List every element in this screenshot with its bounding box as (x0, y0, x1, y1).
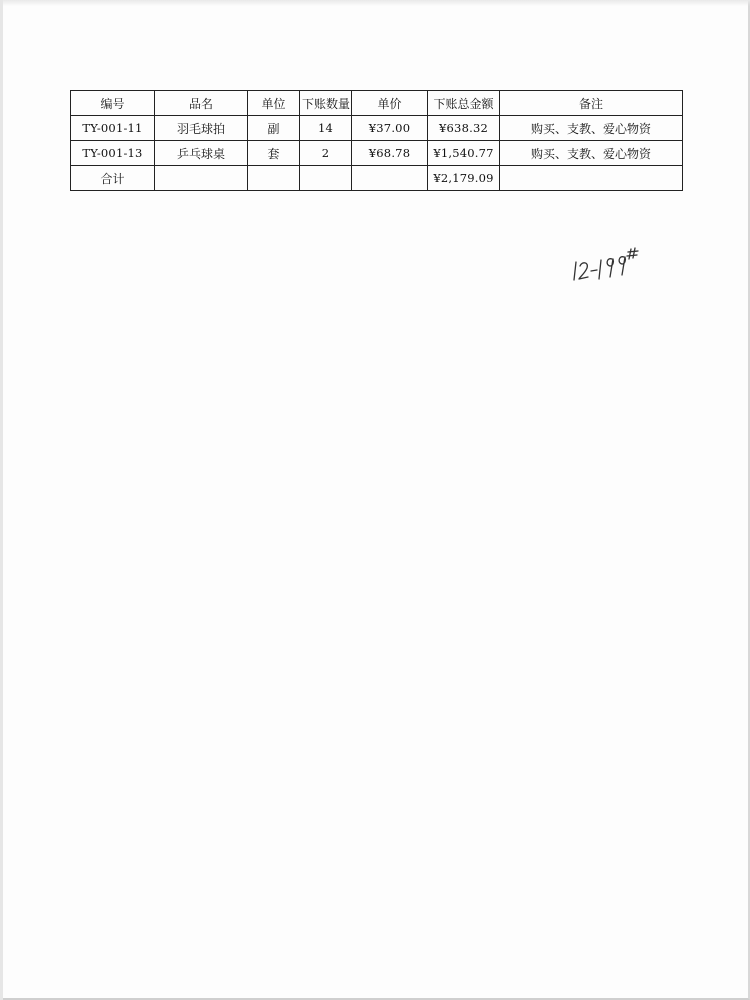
header-total-amount: 下账总金额 (428, 91, 500, 116)
table-row (71, 141, 683, 166)
cell-quantity: 14 (300, 116, 352, 141)
total-empty-cell (155, 166, 248, 191)
header-remarks: 备注 (500, 91, 683, 116)
header-item-name: 品名 (155, 91, 248, 116)
cell-code: TY-001-13 (71, 141, 155, 166)
handwritten-note (568, 240, 658, 290)
header-unit-price: 单价 (352, 91, 428, 116)
cell-remarks: 购买、支教、爱心物资 (500, 141, 683, 166)
cell-unit-price: ¥68.78 (352, 141, 428, 166)
total-empty-cell (300, 166, 352, 191)
cell-code: TY-001-11 (71, 116, 155, 141)
cell-item-name: 羽毛球拍 (155, 116, 248, 141)
total-label: 合计 (71, 166, 155, 191)
header-quantity: 下账数量 (300, 91, 352, 116)
total-empty-cell (248, 166, 300, 191)
total-empty-cell (352, 166, 428, 191)
cell-remarks: 购买、支教、爱心物资 (500, 116, 683, 141)
header-unit: 单位 (248, 91, 300, 116)
total-amount: ¥2,179.09 (428, 166, 500, 191)
cell-quantity: 2 (300, 141, 352, 166)
cell-unit: 副 (248, 116, 300, 141)
cell-unit-price: ¥37.00 (352, 116, 428, 141)
cell-item-name: 乒乓球桌 (155, 141, 248, 166)
ledger-table (70, 90, 683, 191)
scan-shadow-top (0, 0, 750, 6)
cell-total-amount: ¥638.32 (428, 116, 500, 141)
total-empty-cell (500, 166, 683, 191)
header-code: 编号 (71, 91, 155, 116)
header-row (71, 91, 683, 116)
cell-unit: 套 (248, 141, 300, 166)
scan-shadow-left (0, 0, 3, 1000)
table-row (71, 116, 683, 141)
total-row (71, 166, 683, 191)
cell-total-amount: ¥1,540.77 (428, 141, 500, 166)
